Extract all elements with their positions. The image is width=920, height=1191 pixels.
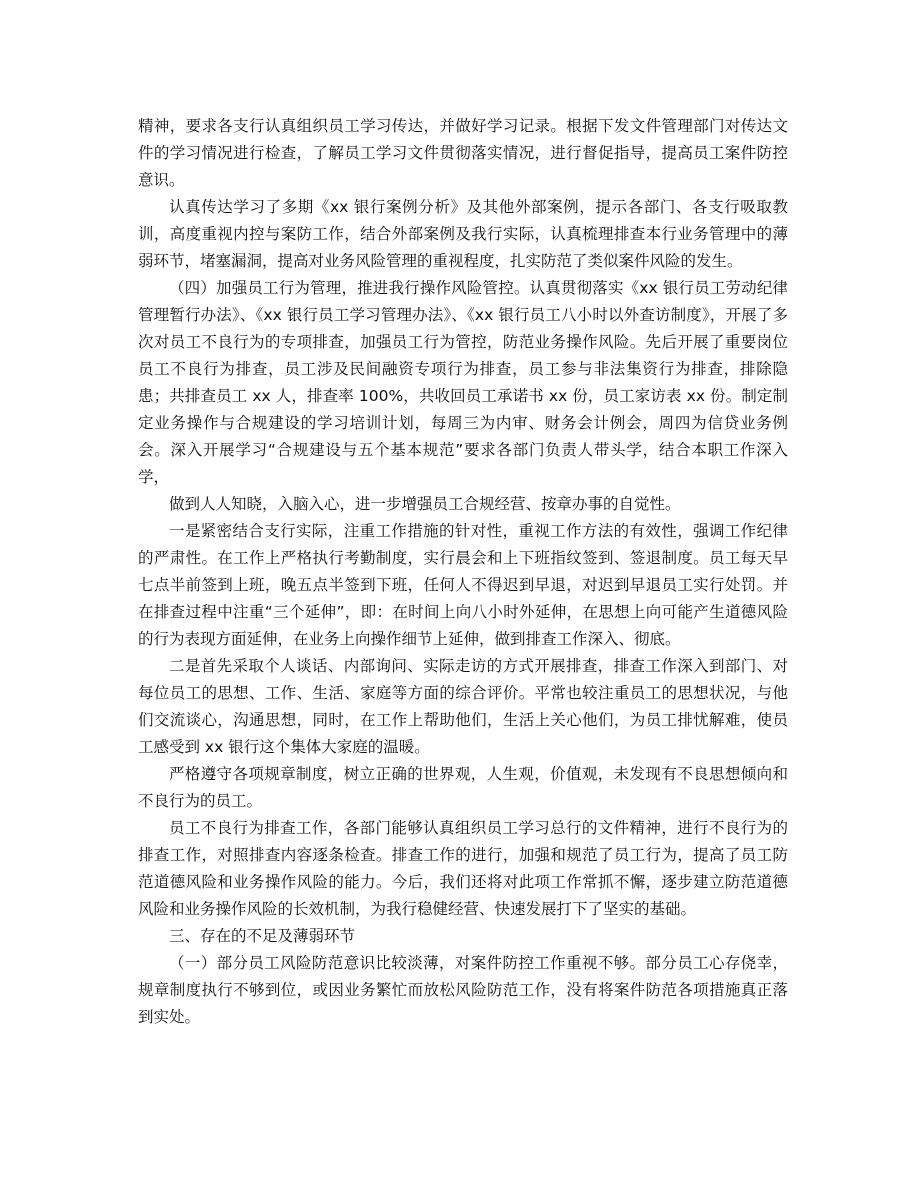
paragraph-point-one: 一是紧密结合支行实际，注重工作措施的针对性，重视工作方法的有效性，强调工作纪律的严肃性。在工作上严格执行考勤制度，实行晨会和上下班指纹签到、签退制度。员工每天早七点半前签到上班，晚五点半签到下班，任何人不得迟到早退，对迟到早退员工实行处罚。并在排查过程中注重“三个延伸”，即：在时间上向八小时外延伸，在思想上向可能产生道德风险的行为表现方面延伸，在业务上向操作细节上延伸，做到排查工作深入、彻底。 <box>138 522 788 648</box>
paragraph-continuation: 精神，要求各支行认真组织员工学习传达，并做好学习记录。根据下发文件管理部门对传达文件的学习情况进行检查，了解员工学习文件贯彻落实情况，进行督促指导，提高员工案件防控意识。 <box>138 117 788 189</box>
paragraph-regulations: 严格遵守各项规章制度，树立正确的世界观，人生观，价值观，未发现有不良思想倾向和不良行为的员工。 <box>138 765 788 810</box>
paragraph-case-study: 认真传达学习了多期《xx 银行案例分析》及其他外部案例，提示各部门、各支行吸取教训，高度重视内控与案防工作，结合外部案例及我行实际，认真梳理排查本行业务管理中的薄弱环节，堵塞漏洞，提高对业务风险管理的重视程度，扎实防范了类似案件风险的发生。 <box>138 198 788 270</box>
paragraph-summary: 员工不良行为排查工作，各部门能够认真组织员工学习总行的文件精神，进行不良行为的排查工作，对照排查内容逐条检查。排查工作的进行，加强和规范了员工行为，提高了员工防范道德风险和业务操作风险的能力。今后，我们还将对此项工作常抓不懈，逐步建立防范道德风险和业务操作风险的长效机制，为我行稳健经营、快速发展打下了坚实的基础。 <box>138 819 788 918</box>
section-heading-shortcomings: 三、存在的不足及薄弱环节 <box>169 927 356 945</box>
paragraph-point-two: 二是首先采取个人谈话、内部询问、实际走访的方式开展排查，排查工作深入到部门、对每位员工的思想、工作、生活、家庭等方面的综合评价。平常也较注重员工的思想状况，与他们交流谈心，沟通思想，同时，在工作上帮助他们，生活上关心他们，为员工排忧解难，使员工感受到 xx 银行这个集体大家庭的温暖。 <box>138 657 788 756</box>
paragraph-shortcoming-one: （一）部分员工风险防范意识比较淡薄，对案件防控工作重视不够。部分员工心存侥幸，规章制度执行不够到位，或因业务繁忙而放松风险防范工作，没有将案件防范各项措施真正落到实处。 <box>138 954 788 1026</box>
document-body <box>138 113 788 1031</box>
paragraph-awareness: 做到人人知晓，入脑入心，进一步增强员工合规经营、按章办事的自觉性。 <box>169 495 681 513</box>
paragraph-behavior-management: （四）加强员工行为管理，推进我行操作风险管控。认真贯彻落实《xx 银行员工劳动纪律管理暂行办法》、《xx 银行员工学习管理办法》、《xx 银行员工八小时以外查访制度》，开展了多次对员工不良行为的专项排查，加强员工行为管控，防范业务操作风险。先后开展了重要岗位员工不良行为排查，员工涉及民间融资专项行为排查，员工参与非法集资行为排查，排除隐患；共排查员工 xx 人，排查率 100%，共收回员工承诺书 xx 份，员工家访表 xx 份。制定制定业务操作与合规建设的学习培训计划，每周三为内审、财务会计例会，周四为信贷业务例会。深入开展学习“合规建设与五个基本规范”要求各部门负责人带头学，结合本职工作深入学， <box>138 279 788 486</box>
